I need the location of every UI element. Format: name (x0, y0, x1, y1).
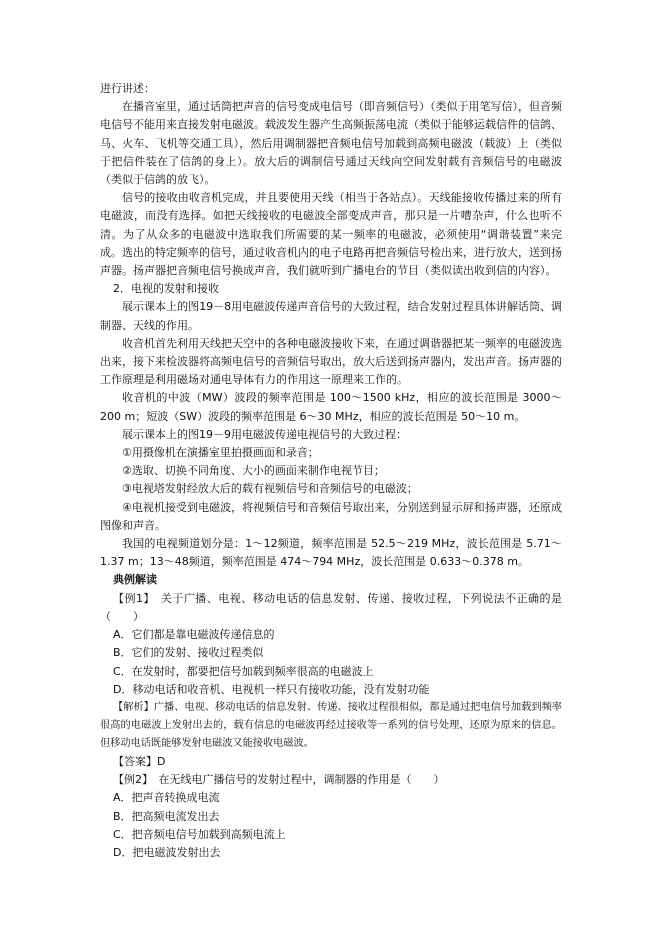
example-1-option-c: C．在发射时，都要把信号加载到频率很高的电磁波上 (113, 664, 374, 678)
example-1-answer: 【答案】D (113, 754, 166, 768)
paragraph-broadcast-receive: 信号的接收由收音机完成，并且要使用天线（相当于各站点）。天线能接收传播过来的所有电磁波，而没有选择。如把天线接收的电磁波全部变成声音，那只是一片嘈杂声，什么也听不清。为了从众多的电磁波中选取我们所需要的某一频率的电磁波，必须使用“调谐装置”来完成。选出的特定频率的信号，通过收音机内的电子电路再把音频信号检出来，进行放大，送到扬声器。扬声器把音频电信号换成声音，我们就听到广播电台的节目（类似读出收到信的内容）。 (100, 191, 562, 278)
example-1-option-a: A．它们都是靠电磁波传递信息的 (113, 628, 275, 642)
section-heading-examples: 典例解读 (113, 573, 157, 587)
paragraph-intro: 进行讲述： (100, 82, 155, 95)
paragraph-broadcast-transmit: 在播音室里，通过话筒把声音的信号变成电信号（即音频信号）（类似于用笔写信），但音频电信号不能用来直接发射电磁波。载波发生器产生高频振荡电流（类似于能够运载信件的信鸽、马、火车、飞机等交通工具），然后用调制器把音频电信号加载到高频电磁波（载波）上（类似于把信件装在了信鸽的身上）。放大后的调制信号通过天线向空间发射载有音频信号的电磁波（类似于信鸽的放飞）。 (100, 100, 562, 187)
paragraph-tv-channels: 我国的电视频道划分是：1～12频道，频率范围是 52.5～219 MHz，波长范围是 5.71～1.37 m；13～48频道，频率范围是 474～794 MHz，波长范围是 0.633～0.378 m。 (100, 537, 562, 569)
example-2-option-b: B．把高频电流发出去 (113, 809, 220, 823)
list-item-step-2: ②选取、切换不同角度、大小的画面来制作电视节目； (122, 464, 385, 478)
paragraph-mw-sw-bands: 收音机的中波（MW）波段的频率范围是 100～1500 kHz，相应的波长范围是 3000～200 m；短波（SW）波段的频率范围是 6～30 MHz，相应的波长范围是 50～10 m。 (100, 391, 562, 423)
document-body (100, 80, 562, 862)
example-1-option-b: B．它们的发射、接收过程类似 (113, 646, 264, 660)
section-heading-tv: 2．电视的发射和接收 (113, 282, 219, 296)
list-item-step-1: ①用摄像机在演播室里拍摄画面和录音； (122, 446, 319, 460)
example-2-option-a: A．把声音转换成电流 (113, 791, 220, 805)
example-1-question: 【例1】 关于广播、电视、移动电话的信息发射、传递、接收过程，下列说法不正确的是（ ） (100, 591, 562, 623)
list-item-step-3: ③电视塔发射经放大后的载有视频信号和音频信号的电磁波； (122, 482, 418, 496)
paragraph-figure-19-8: 展示课本上的图19－8用电磁波传递声音信号的大致过程，结合发射过程具体讲解话筒、调制器、天线的作用。 (100, 300, 562, 332)
list-item-step-4: ④电视机接受到电磁波，将视频信号和音频信号取出来，分别送到显示屏和扬声器，还原成图像和声音。 (100, 500, 562, 532)
example-1-analysis: 【解析】广播、电视、移动电话的信息发射、传递、接收过程很相似，都是通过把电信号加载到频率很高的电磁波上发射出去的，载有信息的电磁波再经过接收等一系列的信号处理，还原为原来的信息。但移动电话既能够发射电磁波又能接收电磁波。 (100, 701, 562, 749)
paragraph-radio-receiver: 收音机首先利用天线把天空中的各种电磁波接收下来，在通过调谐器把某一频率的电磁波选出来，接下来检波器将高频电信号的音频信号取出，放大后送到扬声器内，发出声音。扬声器的工作原理是利用磁场对通电导体有力的作用这一原理来工作的。 (100, 336, 562, 387)
example-2-question: 【例2】 在无线电广播信号的发射过程中，调制器的作用是（ ） (113, 773, 445, 787)
paragraph-figure-19-9: 展示课本上的图19－9用电磁波传递电视信号的大致过程： (122, 427, 407, 441)
example-1-option-d: D．移动电话和收音机、电视机一样只有接收功能，没有发射功能 (113, 682, 430, 696)
example-2-option-c: C．把音频电信号加载到高频电流上 (113, 827, 286, 841)
example-2-option-d: D．把电磁波发射出去 (113, 845, 221, 859)
